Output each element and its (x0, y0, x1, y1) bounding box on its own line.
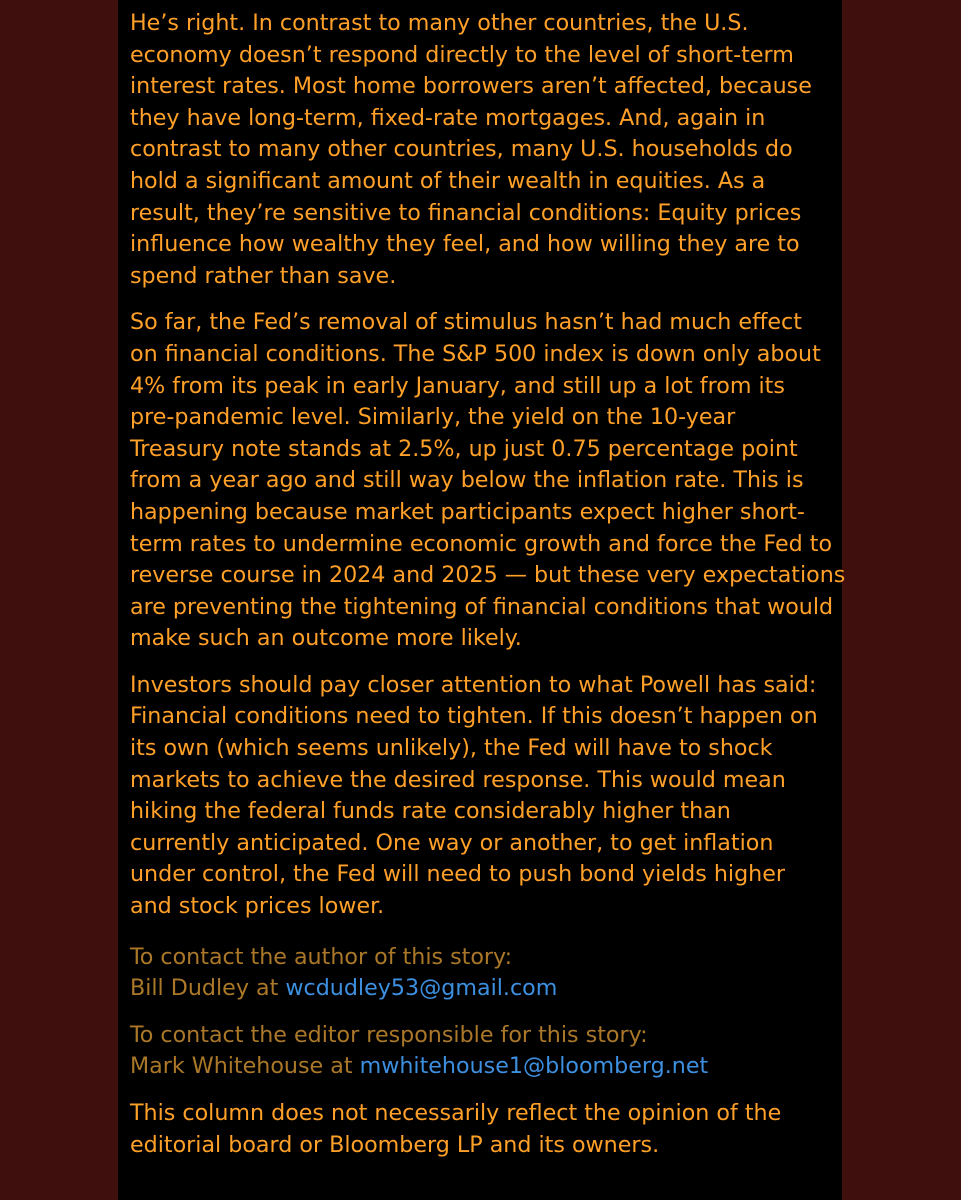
text-line: they have long-term, fixed-rate mortgages. And, again in (130, 104, 766, 131)
text-line: from a year ago and still way below the inflation rate. This is (130, 467, 804, 494)
author-contact-heading: To contact the author of this story: (130, 943, 513, 970)
article-panel (118, 0, 846, 1200)
text-line: So far, the Fed’s removal of stimulus hasn’t had much effect (130, 309, 802, 336)
text-line: currently anticipated. One way or another, to get inflation (130, 829, 774, 856)
text-line: He’s right. In contrast to many other countries, the U.S. (130, 10, 749, 36)
author-contact-line (130, 973, 842, 1005)
text-line: under control, the Fed will need to push bond yields higher (130, 861, 785, 888)
text-line: happening because market participants expect higher short- (130, 498, 805, 525)
author-contact (130, 942, 842, 1005)
disclaimer (130, 1098, 842, 1161)
text-line: pre-pandemic level. Similarly, the yield on the 10-year (130, 404, 736, 431)
text-line: Treasury note stands at 2.5%, up just 0.75 percentage point (130, 435, 798, 462)
text-line: interest rates. Most home borrowers aren’t affected, because (130, 73, 812, 100)
text-line: hiking the federal funds rate considerably higher than (130, 798, 731, 825)
text-line: contrast to many other countries, many U.S. households do (130, 136, 793, 163)
text-line: spend rather than save. (130, 262, 397, 289)
author-email-link[interactable]: wcdudley53@gmail.com (285, 975, 558, 1002)
article-paragraph-3 (130, 670, 842, 923)
author-name: Bill Dudley at (130, 975, 286, 1002)
editor-email-link[interactable]: mwhitehouse1@bloomberg.net (359, 1053, 709, 1080)
text-line: reverse course in 2024 and 2025 — but these very expectations (130, 562, 846, 589)
editor-name: Mark Whitehouse at (130, 1053, 360, 1080)
article-paragraph-2 (130, 307, 846, 655)
text-line: on financial conditions. The S&P 500 index is down only about (130, 340, 821, 367)
article-paragraph-1 (130, 8, 842, 292)
text-line: make such an outcome more likely. (130, 625, 522, 652)
text-line: 4% from its peak in early January, and still up a lot from its (130, 372, 785, 399)
text-line: and stock prices lower. (130, 893, 385, 920)
text-line: This column does not necessarily reflect the opinion of the (130, 1100, 782, 1126)
text-line: Financial conditions need to tighten. If this doesn’t happen on (130, 703, 818, 730)
text-line: influence how wealthy they feel, and how willing they are to (130, 231, 800, 258)
text-line: its own (which seems unlikely), the Fed will have to shock (130, 735, 773, 762)
editor-contact (130, 1020, 842, 1083)
text-line: Investors should pay closer attention to what Powell has said: (130, 671, 817, 698)
text-line: markets to achieve the desired response. This would mean (130, 766, 786, 793)
editor-contact-heading: To contact the editor responsible for this story: (130, 1021, 648, 1048)
text-line: economy doesn’t respond directly to the level of short-term (130, 41, 794, 68)
text-line: hold a significant amount of their wealth in equities. As a (130, 167, 766, 194)
editor-contact-line (130, 1051, 842, 1083)
text-line: term rates to undermine economic growth and force the Fed to (130, 530, 833, 557)
text-line: result, they’re sensitive to financial conditions: Equity prices (130, 199, 802, 226)
text-line: editorial board or Bloomberg LP and its owners. (130, 1131, 660, 1158)
text-line: are preventing the tightening of financial conditions that would (130, 593, 834, 620)
